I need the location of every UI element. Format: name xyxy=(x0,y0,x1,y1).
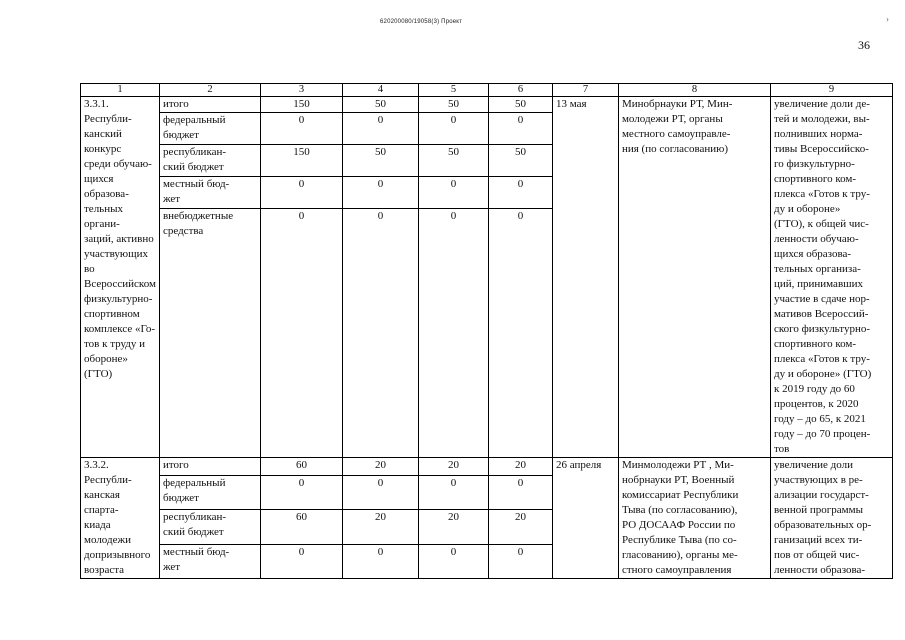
executors-line: Минмолодежи РТ , Ми- xyxy=(621,459,734,471)
funding-source-line: средства xyxy=(162,224,204,237)
funding-source-line: местный бюд- xyxy=(162,545,230,558)
funding-value: 0 xyxy=(342,113,418,145)
expected-result-line: к 2019 году до 60 xyxy=(773,383,855,395)
event-name-line: щихся образова- xyxy=(84,173,129,200)
expected-result-line: го физкультурно- xyxy=(773,158,855,170)
executors-line: ния (по согласованию) xyxy=(621,143,729,155)
document-code: 620200080/19058(3) Проект xyxy=(380,19,463,25)
expected-result-line: плекса «Готов к тру- xyxy=(773,353,870,365)
funding-value: 0 xyxy=(260,475,342,509)
expected-result-line: процентов, к 2020 xyxy=(773,398,859,410)
event-name-line: заций, активно xyxy=(84,233,154,245)
expected-result-line: тивы Всероссийско- xyxy=(773,143,869,155)
program-table xyxy=(80,83,893,579)
event-name xyxy=(81,97,160,458)
funding-value: 0 xyxy=(418,113,488,145)
funding-value: 20 xyxy=(342,510,418,544)
executors-line: нобрнауки РТ, Военный xyxy=(621,474,735,486)
funding-value: 0 xyxy=(488,544,552,578)
expected-result-line: мативов Всероссий- xyxy=(773,308,869,320)
executors-line: молодежи РТ, органы xyxy=(621,113,723,125)
col-header-2: 2 xyxy=(159,84,260,97)
funding-source-line: республикан- xyxy=(162,146,227,159)
funding-source-line: ский бюджет xyxy=(162,526,224,539)
funding-source-line: республикан- xyxy=(162,511,227,524)
funding-value: 0 xyxy=(260,113,342,145)
funding-value: 20 xyxy=(418,510,488,544)
executors-line: РО ДОСААФ России по xyxy=(621,519,736,531)
event-name-line: Всероссийском xyxy=(84,278,156,290)
page-number: 36 xyxy=(858,38,870,52)
event-date: 26 апреля xyxy=(552,458,618,579)
event-name-line: допризывного xyxy=(84,549,151,561)
event-name-line: канская спарта- xyxy=(84,489,120,516)
funding-value: 50 xyxy=(488,145,552,177)
funding-source-line: местный бюд- xyxy=(162,177,230,190)
funding-source-line: жет xyxy=(162,192,181,205)
funding-value: 0 xyxy=(260,176,342,208)
expected-result-line: тельных организа- xyxy=(773,263,861,275)
scan-corner-mark: › xyxy=(886,14,889,24)
expected-result xyxy=(770,97,892,458)
funding-source xyxy=(159,458,260,476)
funding-source-line: федеральный xyxy=(162,476,226,489)
executors-line: комиссариат Республики xyxy=(621,489,739,501)
expected-result-line: участвующих в ре- xyxy=(773,474,863,486)
expected-result-line: году – до 70 процен- xyxy=(773,428,871,440)
expected-result-line: ленности образова- xyxy=(773,564,866,576)
executors-line: стного самоуправления xyxy=(621,564,732,576)
expected-result-line: ализации государст- xyxy=(773,489,869,501)
expected-result-line: ду и обороне» xyxy=(773,203,841,215)
event-name-line: участвующих во xyxy=(84,248,148,275)
executors-line: Тыва (по согласованию), xyxy=(621,504,738,516)
funding-source-line: внебюджетные xyxy=(162,209,234,222)
funding-value: 20 xyxy=(488,510,552,544)
funding-source xyxy=(159,510,260,544)
expected-result-line: тов xyxy=(773,443,790,455)
funding-value: 0 xyxy=(260,544,342,578)
funding-value: 0 xyxy=(342,475,418,509)
expected-result-line: тей и молодежи, вы- xyxy=(773,113,870,125)
event-name-line: возраста xyxy=(84,564,125,576)
expected-result-line: увеличение доли xyxy=(773,459,854,471)
event-name-line: 3.3.1. Республи- xyxy=(84,98,132,125)
funding-source-line: ский бюджет xyxy=(162,161,224,174)
expected-result xyxy=(770,458,892,579)
col-header-5: 5 xyxy=(418,84,488,97)
funding-value: 60 xyxy=(260,510,342,544)
funding-source-line: итого xyxy=(162,459,189,471)
event-name-line: спортивном xyxy=(84,308,140,320)
funding-value: 0 xyxy=(488,475,552,509)
funding-value: 50 xyxy=(488,97,552,113)
executors-line: местного самоуправле- xyxy=(621,128,731,140)
col-header-6: 6 xyxy=(488,84,552,97)
executors-line: Минобрнауки РТ, Мин- xyxy=(621,98,733,110)
expected-result-line: спортивного ком- xyxy=(773,338,857,350)
funding-value: 50 xyxy=(418,145,488,177)
funding-value: 50 xyxy=(418,97,488,113)
expected-result-line: ду и обороне» (ГТО) xyxy=(773,368,872,380)
event-name-line: физкультурно- xyxy=(84,293,153,305)
expected-result-line: ленности обучаю- xyxy=(773,233,859,245)
column-number-row xyxy=(81,84,893,97)
funding-value: 0 xyxy=(342,544,418,578)
table-row xyxy=(81,458,893,476)
expected-result-line: ций, принимавших xyxy=(773,278,863,290)
funding-source xyxy=(159,544,260,578)
funding-source-line: федеральный xyxy=(162,114,226,127)
expected-result-line: полнивших норма- xyxy=(773,128,863,140)
col-header-8: 8 xyxy=(618,84,770,97)
funding-value: 60 xyxy=(260,458,342,476)
funding-source xyxy=(159,97,260,113)
funding-source-line: итого xyxy=(162,98,189,110)
col-header-4: 4 xyxy=(342,84,418,97)
funding-value: 0 xyxy=(260,208,342,457)
funding-value: 0 xyxy=(488,176,552,208)
funding-source xyxy=(159,176,260,208)
col-header-1: 1 xyxy=(81,84,160,97)
col-header-9: 9 xyxy=(770,84,892,97)
funding-value: 150 xyxy=(260,97,342,113)
expected-result-line: пов от общей чис- xyxy=(773,549,860,561)
funding-value: 0 xyxy=(418,544,488,578)
funding-source xyxy=(159,113,260,145)
expected-result-line: образовательных ор- xyxy=(773,519,872,531)
funding-source xyxy=(159,208,260,457)
funding-source-line: бюджет xyxy=(162,129,199,142)
expected-result-line: году – до 65, к 2021 xyxy=(773,413,866,425)
expected-result-line: ганизаций всех ти- xyxy=(773,534,863,546)
col-header-7: 7 xyxy=(552,84,618,97)
event-name-line: тов к труду и xyxy=(84,338,146,350)
funding-source-line: бюджет xyxy=(162,491,199,504)
expected-result-line: ского физкультурно- xyxy=(773,323,870,335)
funding-value: 20 xyxy=(488,458,552,476)
expected-result-line: (ГТО), к общей чис- xyxy=(773,218,869,230)
funding-value: 0 xyxy=(488,113,552,145)
funding-value: 50 xyxy=(342,97,418,113)
expected-result-line: венной программы xyxy=(773,504,863,516)
event-name xyxy=(81,458,160,579)
funding-value: 0 xyxy=(488,208,552,457)
funding-value: 50 xyxy=(342,145,418,177)
funding-value: 0 xyxy=(418,176,488,208)
funding-value: 0 xyxy=(342,208,418,457)
executors xyxy=(618,97,770,458)
expected-result-line: участие в сдаче нор- xyxy=(773,293,870,305)
funding-value: 20 xyxy=(418,458,488,476)
funding-value: 0 xyxy=(418,208,488,457)
event-name-line: канский конкурс xyxy=(84,128,122,155)
executors xyxy=(618,458,770,579)
funding-value: 150 xyxy=(260,145,342,177)
event-name-line: комплексе «Го- xyxy=(84,323,156,335)
funding-value: 20 xyxy=(342,458,418,476)
event-name-line: обороне» (ГТО) xyxy=(84,353,128,380)
table-row xyxy=(81,97,893,113)
funding-value: 0 xyxy=(342,176,418,208)
funding-source-line: жет xyxy=(162,560,181,573)
funding-source xyxy=(159,475,260,509)
col-header-3: 3 xyxy=(260,84,342,97)
expected-result-line: увеличение доли де- xyxy=(773,98,870,110)
executors-line: Республике Тыва (по со- xyxy=(621,534,737,546)
expected-result-line: щихся образова- xyxy=(773,248,852,260)
executors-line: гласованию), органы ме- xyxy=(621,549,738,561)
event-name-line: среди обучаю- xyxy=(84,158,152,170)
event-name-line: 3.3.2. Республи- xyxy=(84,459,132,486)
expected-result-line: спортивного ком- xyxy=(773,173,857,185)
funding-source xyxy=(159,145,260,177)
event-name-line: тельных органи- xyxy=(84,203,123,230)
expected-result-line: плекса «Готов к тру- xyxy=(773,188,870,200)
event-name-line: киада молодежи xyxy=(84,519,131,546)
funding-value: 0 xyxy=(418,475,488,509)
event-date: 13 мая xyxy=(552,97,618,458)
